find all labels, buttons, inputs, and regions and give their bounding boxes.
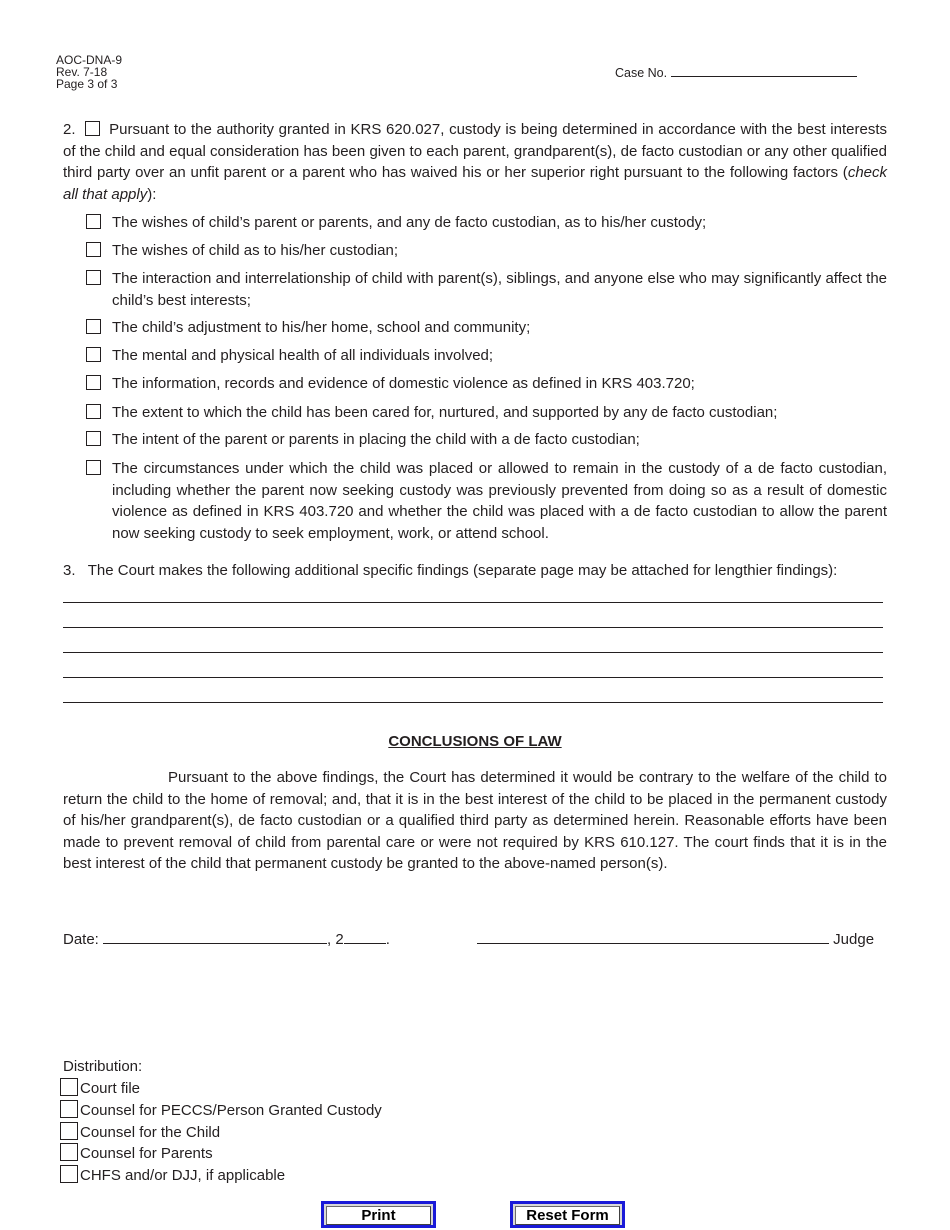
distribution-checkbox[interactable]: [60, 1078, 78, 1096]
findings-line[interactable]: [63, 652, 883, 653]
factor-checkbox[interactable]: [86, 347, 101, 362]
distribution-label: Distribution:: [63, 1058, 143, 1075]
distribution-checkbox[interactable]: [60, 1143, 78, 1161]
factor-item: [86, 317, 887, 339]
factor-text: The wishes of child’s parent or parents, and any de facto custodian, as to his/her custody;: [112, 214, 707, 231]
section-2-italic: check all that apply: [63, 164, 887, 203]
conclusions-text: Pursuant to the above findings, the Court has determined it would be contrary to the welfare of the child to return the child to the home of removal; and, that it is in the best interest of the child to be placed in the permanent custody of his/her grandparent(s), de facto custodian or a qualified third party as determined herein. Reasonable efforts have been made to prevent removal of child from parental care or were not required by KRS 610.127. The court finds that it is in the best interest of the child that permanent custody be granted to the above-named person(s).: [63, 769, 887, 872]
findings-line[interactable]: [63, 702, 883, 703]
distribution-item-label: Counsel for Parents: [80, 1145, 213, 1162]
factor-text: The extent to which the child has been cared for, nurtured, and supported by any de facto custodian;: [112, 404, 778, 421]
case-number-field[interactable]: [671, 66, 857, 77]
distribution-item: [60, 1078, 140, 1097]
section-2: [63, 119, 887, 205]
factor-checkbox[interactable]: [86, 319, 101, 334]
print-button[interactable]: [321, 1201, 436, 1228]
page-number: Page 3 of 3: [56, 77, 118, 91]
findings-line[interactable]: [63, 627, 883, 628]
distribution-item: [60, 1122, 220, 1141]
form-id: AOC-DNA-9: [56, 53, 123, 67]
distribution-item-label: CHFS and/or DJJ, if applicable: [80, 1167, 286, 1184]
factor-item: [86, 429, 887, 451]
factor-text: The intent of the parent or parents in placing the child with a de facto custodian;: [112, 431, 640, 448]
judge-label: Judge: [833, 931, 875, 948]
distribution-checkbox[interactable]: [60, 1165, 78, 1183]
factor-text: The interaction and interrelationship of child with parent(s), siblings, and anyone else who may significantly affect the child’s best interests;: [112, 270, 887, 309]
distribution-item: [60, 1165, 285, 1184]
year-field[interactable]: [344, 930, 386, 944]
factor-item: [86, 345, 887, 367]
section-3: [63, 561, 893, 581]
year-prefix: , 2: [327, 931, 344, 948]
section-2-number: 2.: [63, 121, 76, 138]
section-3-number: 3.: [63, 562, 76, 579]
section-3-text: The Court makes the following additional specific findings (separate page may be attached for lengthier findings):: [87, 562, 838, 579]
conclusions-title: CONCLUSIONS OF LAW: [388, 733, 562, 750]
factor-text: The information, records and evidence of domestic violence as defined in KRS 403.720;: [112, 375, 695, 392]
factor-item: [86, 402, 887, 424]
distribution-item-label: Court file: [80, 1080, 141, 1097]
factor-text: The circumstances under which the child was placed or allowed to remain in the custody of a de facto custodian, including whether the parent now seeking custody was previously prevented from doing so as a result of domestic violence as defined in KRS 403.720 and whether the child was placed with a de facto custodian to allow the parent now seeking custody to seek employment, work, or attend school.: [112, 460, 887, 542]
conclusions-paragraph: [63, 767, 887, 875]
distribution-checkbox[interactable]: [60, 1122, 78, 1140]
section-2-checkbox[interactable]: [85, 121, 100, 136]
print-button-label: Print: [326, 1206, 431, 1225]
date-field[interactable]: [103, 930, 327, 944]
case-number: [615, 66, 857, 80]
factor-item: [86, 373, 887, 395]
date-label: Date:: [63, 931, 99, 948]
case-number-label: Case No.: [615, 66, 668, 80]
distribution-item-label: Counsel for the Child: [80, 1124, 221, 1141]
factor-text: The child’s adjustment to his/her home, school and community;: [112, 319, 531, 336]
form-revision: Rev. 7-18: [56, 65, 108, 79]
factor-checkbox[interactable]: [86, 375, 101, 390]
reset-form-button-label: Reset Form: [515, 1206, 620, 1225]
section-2-text: Pursuant to the authority granted in KRS 620.027, custody is being determined in accordance with the best interests of the child and equal consideration has been given to each parent, grandparent(s), de facto custodian or any other qualified third party over an unfit parent or a parent who has waived his or her superior right pursuant to the following factors (: [63, 121, 887, 181]
date-period: .: [385, 931, 390, 948]
factor-checkbox[interactable]: [86, 242, 101, 257]
factor-text: The wishes of child as to his/her custodian;: [112, 242, 398, 259]
judge-signature-line[interactable]: [477, 930, 829, 944]
factor-item: [86, 458, 887, 544]
reset-form-button[interactable]: [510, 1201, 625, 1228]
factor-checkbox[interactable]: [86, 270, 101, 285]
judge-signature: [477, 930, 874, 948]
date-line: [63, 930, 390, 948]
factor-item: [86, 240, 887, 262]
form-header: [56, 54, 122, 90]
findings-line[interactable]: [63, 602, 883, 603]
distribution-item-label: Counsel for PECCS/Person Granted Custody: [80, 1102, 382, 1119]
factor-checkbox[interactable]: [86, 431, 101, 446]
findings-line[interactable]: [63, 677, 883, 678]
distribution-item: [60, 1100, 382, 1119]
factor-text: The mental and physical health of all individuals involved;: [112, 347, 494, 364]
factor-item: [86, 212, 887, 234]
distribution-item: [60, 1143, 213, 1162]
factor-item: [86, 268, 887, 311]
section-2-text-end: ):: [147, 185, 157, 203]
factor-checkbox[interactable]: [86, 214, 101, 229]
factor-checkbox[interactable]: [86, 460, 101, 475]
factor-checkbox[interactable]: [86, 404, 101, 419]
distribution-checkbox[interactable]: [60, 1100, 78, 1118]
